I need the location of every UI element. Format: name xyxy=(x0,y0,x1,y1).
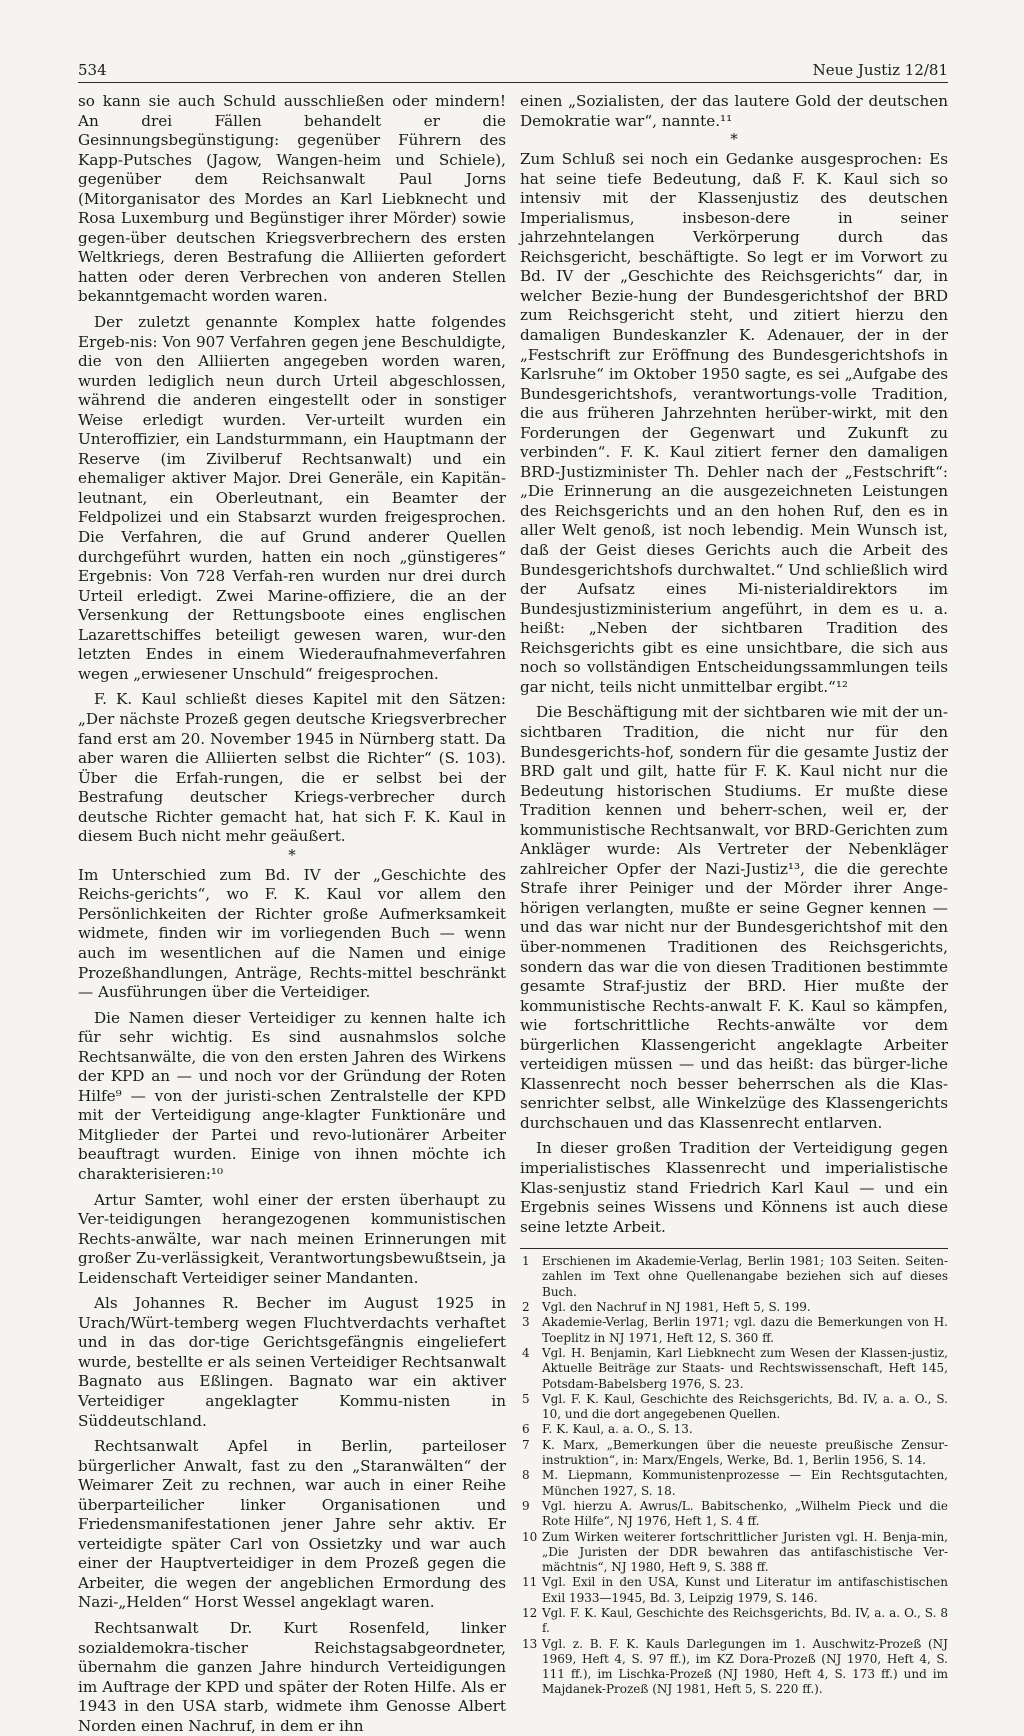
footnote-number: 3 xyxy=(522,1315,530,1330)
footnote-text: Vgl. F. K. Kaul, Geschichte des Reichsgerichts, Bd. IV, a. a. O., S. 8 f. xyxy=(542,1606,948,1636)
footnote-text: Zum Wirken weiterer fortschrittlicher Juristen vgl. H. Benja-min, „Die Juristen der DDR bewahren das antifaschistische Ver-mächtnis“, NJ 1980, Heft 9, S. 388 ff. xyxy=(542,1529,948,1575)
footnote-rule xyxy=(520,1248,948,1249)
footnote xyxy=(520,1606,948,1637)
footnote-text: Vgl. F. K. Kaul, Geschichte des Reichsgerichts, Bd. IV, a. a. O., S. 10, und die dort angegebenen Quellen. xyxy=(542,1391,948,1422)
footnote-text: F. K. Kaul, a. a. O., S. 13. xyxy=(542,1422,693,1437)
footnote-text: Erschienen im Akademie-Verlag, Berlin 1981; 103 Seiten. Seiten-zahlen im Text ohne Quellenangabe beziehen sich auf dieses Buch. xyxy=(542,1254,948,1299)
footnote-number: 9 xyxy=(522,1498,530,1513)
paragraph: Artur Samter, wohl einer der ersten überhaupt zu Ver-teidigungen herangezogenen kommunistischen Rechts-anwälte, war nach meinen Erinnerungen mit großer Zu-verlässigkeit, Verantwortungsbewußtsein, ja Leidenschaft Verteidiger seiner Mandanten. xyxy=(78,1190,506,1287)
footnote-number: 5 xyxy=(522,1391,530,1406)
right-column xyxy=(520,92,948,1698)
footnote xyxy=(520,1300,948,1315)
paragraph: Zum Schluß sei noch ein Gedanke ausgesprochen: Es hat seine tiefe Bedeutung, daß F. K. Kaul sich so intensiv mit der Klassenjustiz des deutschen Imperialismus, insbeson-dere in seiner jahrzehntelangen Verkörperung durch das Reichsgericht, beschäftigte. So legt er im Vorwort zu Bd. IV der „Geschichte des Reichsgerichts“ dar, in welcher Bezie-hung der Bundesgerichtshof der BRD zum Reichsgericht steht, und zitiert hierzu den damaligen Bundeskanzler K. Adenauer, der in der „Festschrift zur Eröffnung des Bundesgerichtshofs in Karlsruhe“ im Oktober 1950 sagte, es sei „Aufgabe des Bundesgerichtshofs, verantwortungs-volle Tradition, die aus früheren Jahrzehnten herüber-wirkt, mit den Forderungen der Gegenwart und Zukunft zu verbinden“. F. K. Kaul zitiert ferner den damaligen BRD-Justizminister Th. Dehler nach der „Festschrift“: „Die Erinnerung an die ausgezeichneten Leistungen des Reichsgerichts und an den hohen Ruf, den es in aller Welt genoß, ist noch lebendig. Mein Wunsch ist, daß der Geist dieses Gerichts auch die Arbeit des Bundesgerichtshofs durchwaltet.“ Und schließlich wird der Aufsatz eines Mi-nisterialdirektors im Bundesjustizministerium angeführt, in dem es u. a. heißt: „Neben der sichtbaren Tradition des Reichsgerichts gibt es eine unsichtbare, die sich aus noch so vollständigen Entscheidungssammlungen teils gar nicht, teils nicht unmittelbar ergibt.“¹² xyxy=(520,150,948,696)
footnote xyxy=(520,1254,948,1300)
footnote-text: K. Marx, „Bemerkungen über die neueste preußische Zensur-instruktion“, in: Marx/Engels, Werke, Bd. 1, Berlin 1956, S. 14. xyxy=(542,1437,948,1468)
footnote-number: 12 xyxy=(522,1606,538,1620)
paragraph: Im Unterschied zum Bd. IV der „Geschichte des Reichs-gerichts“, wo F. K. Kaul vor allem den Persönlichkeiten der Richter große Aufmerksamkeit widmete, finden wir im vorliegenden Buch — wenn auch im wesentlichen auf die Namen und einige Prozeßhandlungen, Anträge, Rechts-mittel beschränkt — Ausführungen über die Verteidiger. xyxy=(78,865,506,1002)
footnote-text: Vgl. hierzu A. Awrus/L. Babitschenko, „Wilhelm Pieck und die Rote Hilfe“, NJ 1976, Heft 1, S. 4 ff. xyxy=(542,1498,948,1529)
footnote xyxy=(520,1499,948,1530)
page-number: 534 xyxy=(78,61,107,79)
footnote xyxy=(520,1530,948,1576)
paragraph: In dieser großen Tradition der Verteidigung gegen imperialistisches Klassenrecht und imperialistische Klas-senjustiz stand Friedrich Karl Kaul — und ein Ergebnis seines Wissens und Könnens ist auch diese seine letzte Arbeit. xyxy=(520,1139,948,1236)
footnote-number: 4 xyxy=(522,1345,530,1360)
footnote xyxy=(520,1438,948,1469)
footnote-text: Vgl. Exil in den USA, Kunst und Literatur im antifaschistischen Exil 1933—1945, Bd. 3, Leipzig 1979, S. 146. xyxy=(542,1575,948,1605)
paragraph: einen „Sozialisten, der das lautere Gold der deutschen Demokratie war“, nannte.¹¹ xyxy=(520,92,948,130)
paragraph: F. K. Kaul schließt dieses Kapitel mit den Sätzen: „Der nächste Prozeß gegen deutsche Kriegsverbrecher fand erst am 20. November 1945 in Nürnberg statt. Da aber waren die Alliierten selbst die Richter“ (S. 103). Über die Erfah-rungen, die er selbst bei der Bestrafung deutscher Kriegs-verbrecher durch deutsche Richter gemacht hat, hat sich F. K. Kaul in diesem Buch nicht mehr geäußert. xyxy=(78,690,506,846)
footnote xyxy=(520,1468,948,1499)
paragraph: Die Beschäftigung mit der sichtbaren wie mit der un-sichtbaren Tradition, die nicht nur für den Bundesgerichts-hof, sondern für die gesamte Justiz der BRD galt und gilt, hatte für F. K. Kaul nicht nur die Bedeutung historischen Studiums. Er mußte diese Tradition kennen und beherr-schen, weil er, der kommunistische Rechtsanwalt, vor BRD-Gerichten zum Ankläger wurde: Als Vertreter der Nebenkläger zahlreicher Opfer der Nazi-Justiz¹³, die die gerechte Strafe ihrer Peiniger und der Mörder ihrer Ange-hörigen verlangten, mußte er seine Gegner kennen — und das war nicht nur der Bundesgerichtshof mit den über-nommenen Traditionen des Reichsgerichts, sondern das war die von diesen Traditionen bestimmte gesamte Straf-justiz der BRD. Hier mußte der kommunistische Rechts-anwalt F. K. Kaul so kämpfen, wie fortschrittliche Rechts-anwälte vor dem bürgerlichen Klassengericht angeklagte Arbeiter verteidigen müssen — und das heißt: das bürger-liche Klassenrecht noch besser beherrschen als die Klas-senrichter selbst, alle Winkelzüge des Klassengerichts durchschauen und das Klassenrecht entlarven. xyxy=(520,703,948,1132)
footnote-text: Vgl. den Nachruf in NJ 1981, Heft 5, S. 199. xyxy=(542,1300,811,1315)
page-header xyxy=(78,60,948,83)
footnote-number: 1 xyxy=(522,1254,530,1269)
footnote-text: Vgl. z. B. F. K. Kauls Darlegungen im 1. Auschwitz-Prozeß (NJ 1969, Heft 4, S. 97 ff.), im KZ Dora-Prozeß (NJ 1970, Heft 4, S. 111 ff.), im Lischka-Prozeß (NJ 1980, Heft 4, S. 173 ff.) und im Majdanek-Prozeß (NJ 1981, Heft 5, S. 220 ff.). xyxy=(542,1636,948,1697)
footnote-text: Akademie-Verlag, Berlin 1971; vgl. dazu die Bemerkungen von H. Toeplitz in NJ 1971, Heft 12, S. 360 ff. xyxy=(542,1315,948,1345)
footnote xyxy=(520,1575,948,1606)
footnote-number: 13 xyxy=(522,1636,538,1651)
paragraph: Rechtsanwalt Dr. Kurt Rosenfeld, linker sozialdemokra-tischer Reichstagsabgeordneter, übernahm die ganzen Jahre hindurch Verteidigungen im Auftrage der KPD und später der Roten Hilfe. Als er 1943 in den USA starb, widmete ihm Genosse Albert Norden einen Nachruf, in dem er ihn xyxy=(78,1619,506,1735)
paragraph: so kann sie auch Schuld ausschließen oder mindern! An drei Fällen behandelt er die Gesinnungsbegünstigung: gegenüber Führern des Kapp-Putsches (Jagow, Wangen-heim und Schiele), gegenüber dem Reichsanwalt Paul Jorns (Mitorganisator des Mordes an Karl Liebknecht und Rosa Luxemburg und Begünstiger ihrer Mörder) sowie gegen-über deutschen Kriegsverbrechern des ersten Weltkriegs, deren Bestrafung die Alliierten gefordert hatten oder deren Verbrechen von anderen Stellen bekanntgemacht worden waren. xyxy=(78,92,506,306)
paragraph: Der zuletzt genannte Komplex hatte folgendes Ergeb-nis: Von 907 Verfahren gegen jene Beschuldigte, die von den Alliierten angegeben worden waren, wurden lediglich neun durch Urteil abgeschlossen, während die anderen eingestellt oder in sonstiger Weise erledigt wurden. Ver-urteilt wurden ein Unteroffizier, ein Landsturmmann, ein Hauptmann der Reserve (im Zivilberuf Rechtsanwalt) und ein ehemaliger aktiver Major. Drei Generäle, ein Kapitän-leutnant, ein Oberleutnant, ein Beamter der Feldpolizei und ein Stabsarzt wurden freigesprochen. Die Verfahren, die auf Grund anderer Quellen durchgeführt wurden, hatten ein noch „günstigeres“ Ergebnis: Von 728 Verfah-ren wurden nur drei durch Urteil erledigt. Zwei Marine-offiziere, die an der Versenkung der Rettungsboote eines englischen Lazarettschiffes beteiligt gewesen waren, wur-den letzten Endes in einem Wiederaufnahmeverfahren wegen „erwiesener Unschuld“ freigesprochen. xyxy=(78,313,506,683)
footnote xyxy=(520,1422,948,1437)
footnote xyxy=(520,1392,948,1423)
section-separator: * xyxy=(730,130,738,149)
footnote-number: 8 xyxy=(522,1468,530,1483)
footnote xyxy=(520,1637,948,1698)
footnote-number: 11 xyxy=(522,1575,538,1590)
paragraph: Rechtsanwalt Apfel in Berlin, parteiloser bürgerlicher Anwalt, fast zu den „Staranwälten“ der Weimarer Zeit zu rechnen, war auch in einer Reihe überparteilicher linker Organisationen und Friedensmanifestationen jener Jahre sehr aktiv. Er verteidigte später Carl von Ossietzky und war auch einer der Hauptverteidiger in dem Prozeß gegen die Arbeiter, die wegen der angeblichen Ermordung des Nazi-„Helden“ Horst Wessel angeklagt waren. xyxy=(78,1437,506,1612)
footnotes xyxy=(520,1254,948,1698)
footnote xyxy=(520,1346,948,1392)
footnote-number: 2 xyxy=(522,1300,530,1315)
footnote-number: 6 xyxy=(522,1422,530,1437)
footnote xyxy=(520,1315,948,1346)
paragraph: Die Namen dieser Verteidiger zu kennen halte ich für sehr wichtig. Es sind ausnahmslos solche Rechtsanwälte, die von den ersten Jahren des Wirkens der KPD an — und noch vor der Gründung der Roten Hilfe⁹ — von der juristi-schen Zentralstelle der KPD mit der Verteidigung ange-klagter Funktionäre und Mitglieder der Partei und revo-lutionärer Arbeiter beauftragt wurden. Einige von ihnen möchte ich charakterisieren:¹⁰ xyxy=(78,1008,506,1183)
paragraph: Als Johannes R. Becher im August 1925 in Urach/Würt-temberg wegen Fluchtverdachts verhaftet und in das dor-tige Gerichtsgefängnis eingeliefert wurde, bestellte er als seinen Verteidiger Rechtsanwalt Bagnato aus Eßlingen. Bagnato war ein aktiver Verteidiger angeklagter Kommu-nisten in Süddeutschland. xyxy=(78,1294,506,1430)
footnote-text: Vgl. H. Benjamin, Karl Liebknecht zum Wesen der Klassen-justiz, Aktuelle Beiträge zur Staats- und Rechtswissenschaft, Heft 145, Potsdam-Babelsberg 1976, S. 23. xyxy=(542,1345,948,1391)
journal-issue: Neue Justiz 12/81 xyxy=(812,61,948,79)
footnote-text: M. Liepmann, Kommunistenprozesse — Ein Rechtsgutachten, München 1927, S. 18. xyxy=(542,1468,948,1498)
left-column xyxy=(78,92,506,1736)
section-separator: * xyxy=(288,845,296,864)
footnote-number: 7 xyxy=(522,1437,530,1452)
footnote-number: 10 xyxy=(522,1529,538,1544)
